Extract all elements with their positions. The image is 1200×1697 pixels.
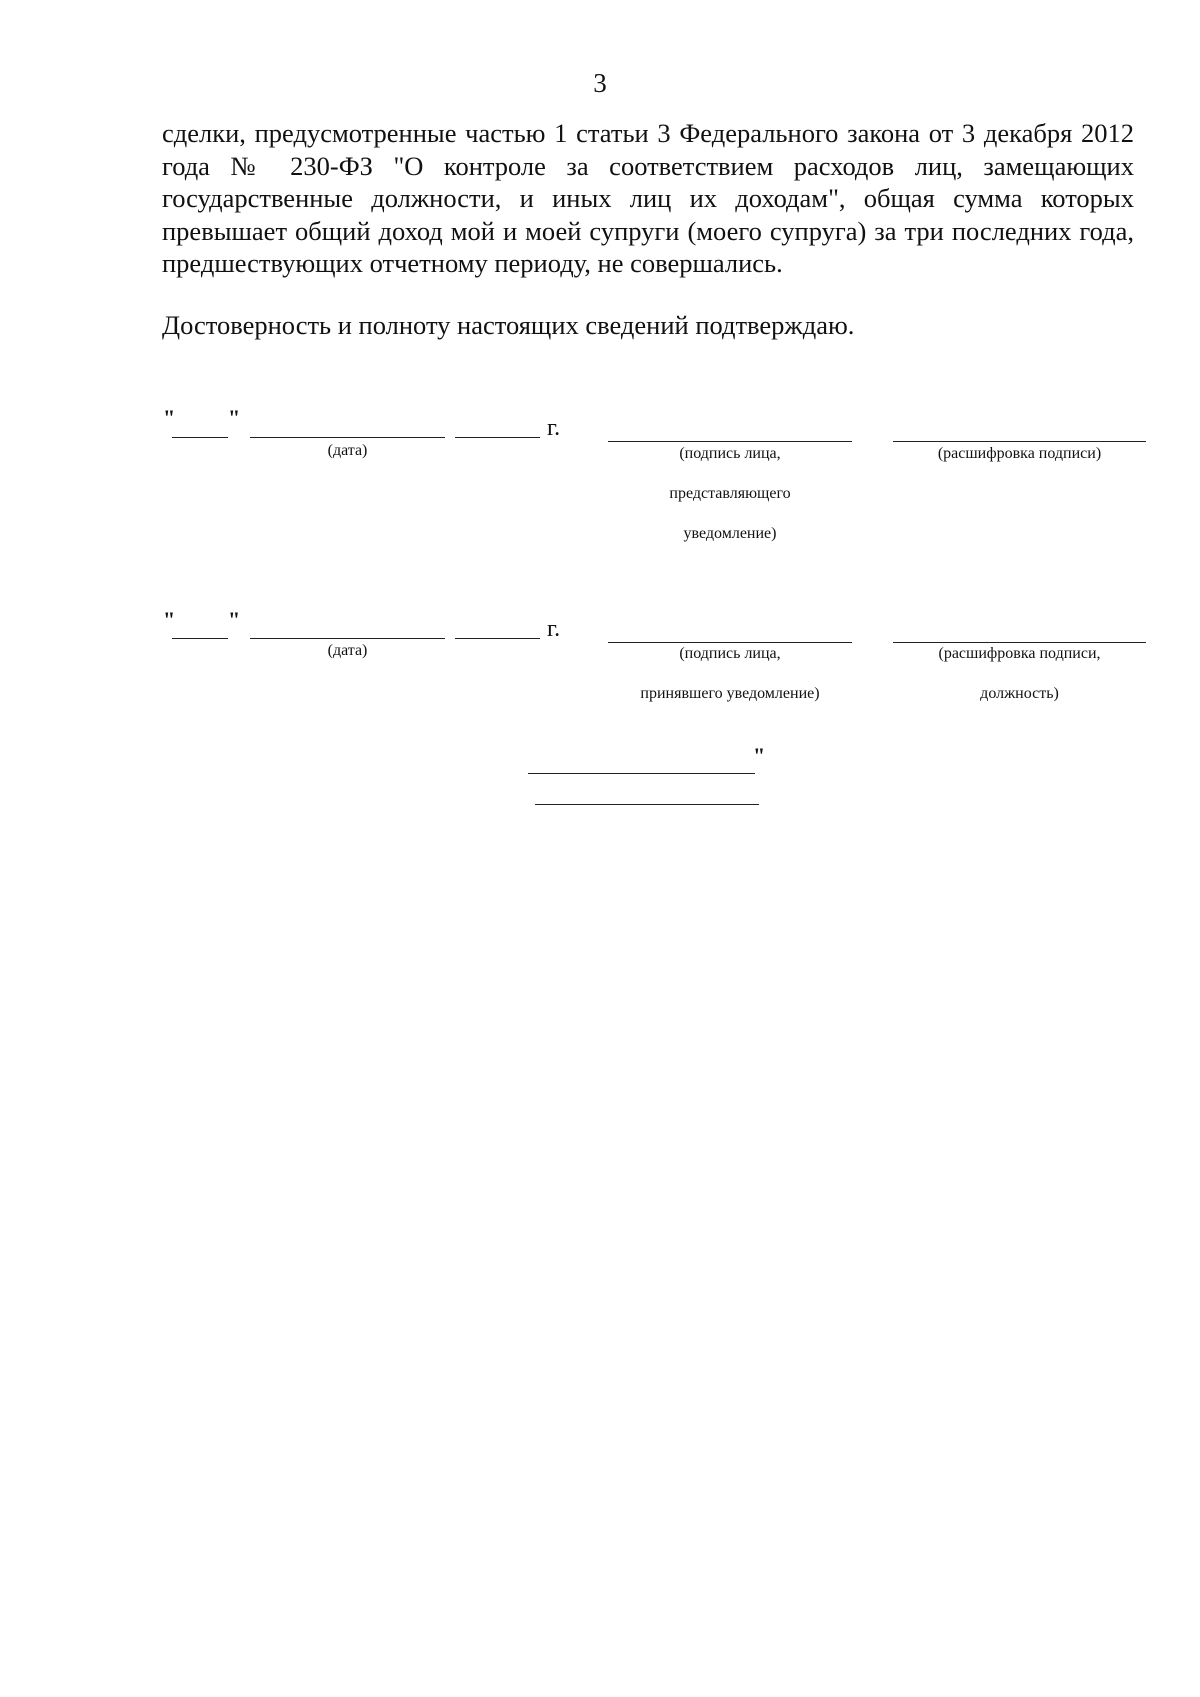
signature-caption-line: представляющего (669, 485, 791, 502)
signature-caption-line: уведомление) (683, 525, 777, 542)
date-caption: (дата) (327, 442, 368, 459)
date-caption: (дата) (327, 642, 368, 659)
signature-decoding-caption-line: должность) (980, 685, 1059, 702)
month-field-line[interactable] (250, 437, 445, 438)
signature-caption-line: (подпись лица, (679, 445, 781, 462)
signature-caption (608, 644, 852, 724)
registration-close-quote: " (753, 743, 766, 768)
date-open-quote: " (163, 607, 176, 632)
confirmation-statement: Достоверность и полноту настоящих сведений подтверждаю. (162, 310, 855, 340)
registration-number-field-line[interactable] (535, 804, 759, 805)
day-field-line[interactable] (172, 437, 228, 438)
signature-decoding-caption: (расшифровка подписи) (937, 445, 1102, 462)
day-field-line[interactable] (172, 638, 228, 639)
signature-decoding-caption (893, 644, 1146, 724)
signature-decoding-caption-line: (расшифровка подписи, (938, 645, 1101, 662)
year-suffix: г. (547, 616, 561, 642)
signature-caption-line: (подпись лица, (679, 645, 781, 662)
signature-field-line[interactable] (608, 642, 852, 643)
signature-caption (608, 444, 852, 564)
year-field-line[interactable] (455, 437, 540, 438)
year-field-line[interactable] (455, 638, 540, 639)
year-suffix: г. (547, 415, 561, 441)
date-close-quote: " (228, 405, 241, 430)
signature-caption-line: принявшего уведомление) (640, 685, 820, 702)
month-field-line[interactable] (250, 638, 445, 639)
date-close-quote: " (228, 607, 241, 632)
date-open-quote: " (163, 405, 176, 430)
body-paragraph: сделки, предусмотренные частью 1 статьи 3 Федерального закона от 3 декабря 2012 года № 230-ФЗ "О контроле за соответствием расходов лиц, замещающих государственные должности, и иных лиц их доходам", общая сумма которых превышает общий доход мой и моей супруги (моего супруга) за три последних года, предшествующих отчетному периоду, не совершались. (162, 118, 1134, 278)
registration-field-line[interactable] (528, 773, 755, 774)
page-number: 3 (593, 68, 607, 98)
signature-field-line[interactable] (608, 441, 852, 442)
signature-decoding-field-line[interactable] (893, 642, 1146, 643)
signature-decoding-field-line[interactable] (893, 441, 1146, 442)
